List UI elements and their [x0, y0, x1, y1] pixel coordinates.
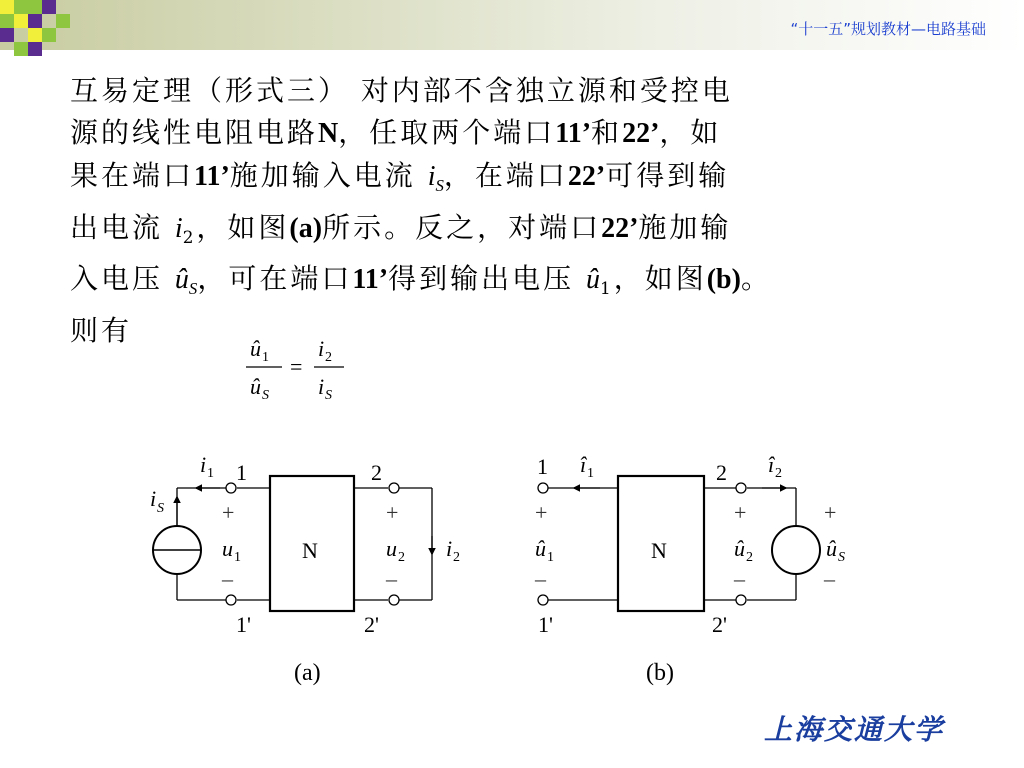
label-iS-a: i: [150, 486, 157, 511]
label-iS-sub-a: S: [157, 501, 164, 516]
minus-right-b: –: [734, 566, 745, 591]
paragraph-line-2: 源的线性电阻电路N，任取两个端口11’和22’，如: [70, 116, 722, 149]
label-port2-a: 2: [371, 460, 382, 485]
label-u1-sub-a: 1: [234, 550, 241, 565]
label-uS-b: û: [826, 536, 837, 561]
label-i1-a: i: [200, 452, 207, 477]
label-port1-a: 1: [236, 460, 247, 485]
paragraph-line-4: 出电流 $i_2$，如图(a)所示。反之，对端口22’施加输: [70, 210, 732, 247]
formula-num-right-sub: 2: [325, 350, 332, 365]
caption-b: (b): [646, 660, 674, 686]
plus-left-b: +: [535, 500, 548, 525]
terminal-2-b: [736, 483, 746, 493]
label-i2-b: î: [768, 452, 775, 477]
label-i2-sub-a: 2: [453, 550, 460, 565]
formula-den-left-sub: S: [262, 388, 269, 403]
terminal-1p-b: [538, 595, 548, 605]
formula-num-left-sub: 1: [262, 350, 269, 365]
label-i1-b: î: [580, 452, 587, 477]
label-port1p-a: 1': [236, 612, 251, 637]
plus-right-a: +: [386, 500, 399, 525]
university-logo: 上海交通大学: [763, 713, 944, 746]
terminal-1-a: [226, 483, 236, 493]
formula-equals: =: [290, 354, 303, 379]
terminal-1p-a: [226, 595, 236, 605]
label-u2-sub-a: 2: [398, 550, 405, 565]
formula-den-right-sub: S: [325, 388, 332, 403]
formula-den-right: i: [318, 374, 325, 399]
plus-right-b: +: [734, 500, 747, 525]
formula-num-right: i: [318, 336, 325, 361]
minus-right-a: –: [386, 566, 397, 591]
label-port2-b: 2: [716, 460, 727, 485]
label-u1-sub-b: 1: [547, 550, 554, 565]
paragraph-line-3: 果在端口11’施加输入电流 $i_S$，在端口22’可得到输: [70, 159, 730, 195]
minus-left-a: –: [222, 566, 233, 591]
label-u2-b: û: [734, 536, 745, 561]
label-port1p-b: 1': [538, 612, 553, 637]
circuit-b: [538, 476, 820, 611]
header-title: “十一五”规划教材—电路基础: [790, 20, 986, 38]
label-u1-a: u: [222, 536, 233, 561]
label-i1-sub-a: 1: [207, 466, 214, 481]
minus-source-b: –: [824, 566, 835, 591]
paragraph-line-5: 入电压 $û_S$，可在端口11’得到输出电压 $û_1$，如图(b)。: [70, 261, 772, 298]
plus-source-b: +: [824, 500, 837, 525]
label-port2p-a: 2': [364, 612, 379, 637]
label-i1-sub-b: 1: [587, 466, 594, 481]
terminal-2-a: [389, 483, 399, 493]
terminal-1-b: [538, 483, 548, 493]
voltage-source-b: [772, 526, 820, 574]
terminal-2p-a: [389, 595, 399, 605]
label-port1-b: 1: [537, 454, 548, 479]
formula-den-left: û: [250, 374, 261, 399]
label-u1-b: û: [535, 536, 546, 561]
label-i2-sub-b: 2: [775, 466, 782, 481]
label-network-b: N: [651, 538, 667, 563]
label-port2p-b: 2': [712, 612, 727, 637]
label-i2-a: i: [446, 536, 453, 561]
caption-a: (a): [294, 660, 321, 686]
paragraph-line-1: 互易定理（形式三） 对内部不含独立源和受控电: [70, 74, 733, 107]
label-uS-sub-b: S: [838, 550, 845, 565]
paragraph-line-6: 则有: [70, 313, 133, 347]
terminal-2p-b: [736, 595, 746, 605]
label-network-a: N: [302, 538, 318, 563]
formula-num-left: û: [250, 336, 261, 361]
minus-left-b: –: [535, 566, 546, 591]
plus-left-a: +: [222, 500, 235, 525]
label-u2-a: u: [386, 536, 397, 561]
label-u2-sub-b: 2: [746, 550, 753, 565]
